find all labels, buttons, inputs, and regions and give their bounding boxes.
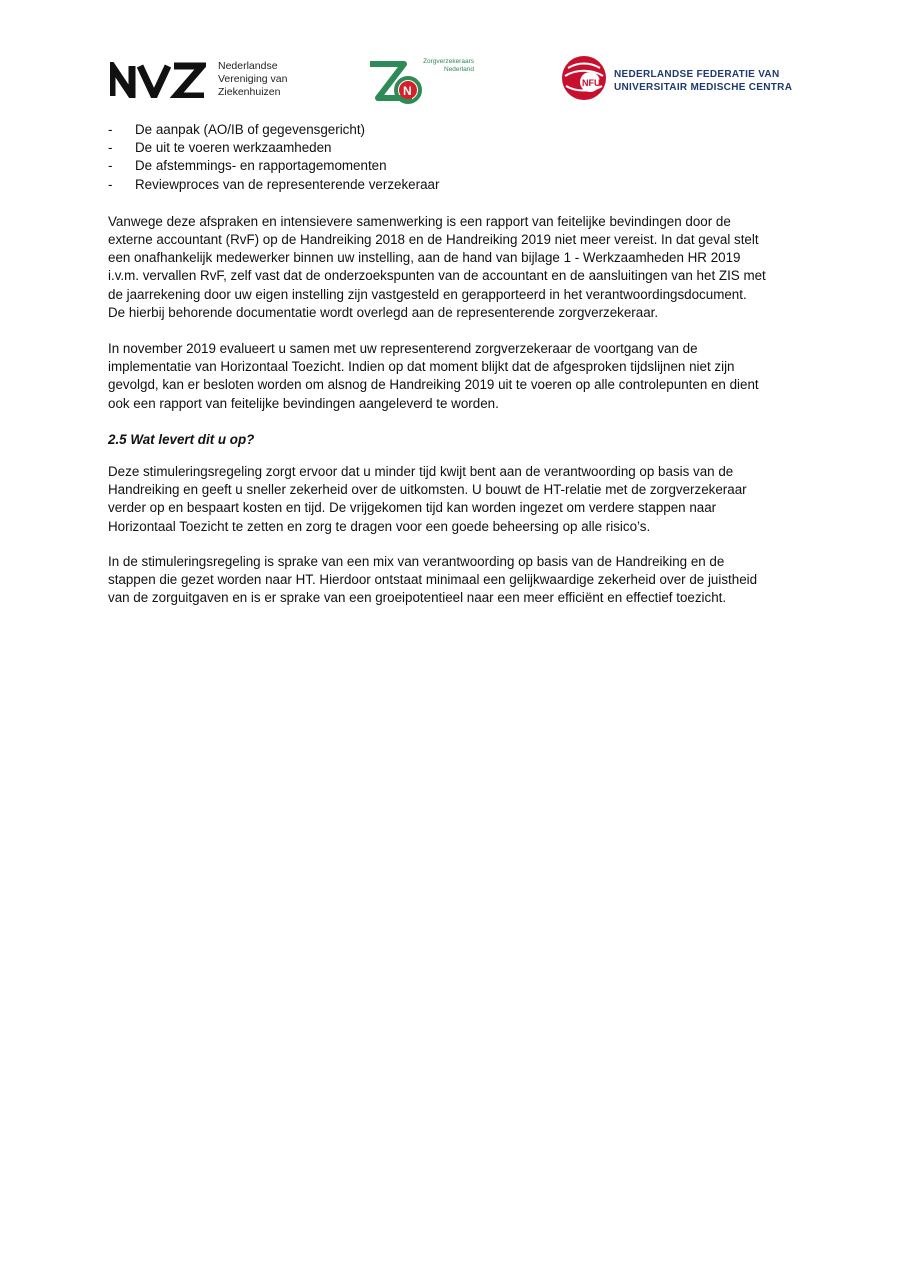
paragraph-mix: In de stimuleringsregeling is sprake van een mix van verantwoording op basis van de Handreiking en de stappen die gezet worden naar HT. Hierdoor ontstaat minimaal een gelijkwaardige zekerheid over de juistheid van de zorguitgaven en is er sprake van een groeipotentieel naar een meer efficiënt en effectief toezicht. — [108, 553, 758, 606]
document-body — [108, 121, 798, 607]
section-heading: 2.5 Wat levert dit u op? — [108, 431, 255, 447]
list-item: - De aanpak (AO/IB of gegevensgericht) — [108, 121, 798, 139]
bullet-dash: - — [108, 158, 113, 174]
bullet-list — [108, 121, 798, 194]
svg-text:N: N — [403, 84, 412, 98]
page-header — [0, 48, 900, 118]
nfu-logo-mark — [560, 54, 608, 102]
list-item: - De afstemmings- en rapportagemomenten — [108, 157, 798, 175]
paragraph-rvf: Vanwege deze afspraken en intensievere samenwerking is een rapport van feitelijke bevindingen door de externe accountant (RvF) op de Handreiking 2018 en de Handreiking 2019 niet meer vereist. In dat geval stelt een onafhankelijk medewerker binnen uw instelling, aan de hand van bijlage 1 - Werkzaamheden HR 2019 i.v.m. vervallen RvF, zelf vast dat de onderzoekspunten van de accountant en de aansluitingen van het ZIS met de jaarrekening door uw eigen instelling zijn vastgesteld en gerapporteerd in het verantwoordingsdocument. De hierbij behorende documentatie wordt overlegd aan de representerende zorgverzekeraar. — [108, 213, 766, 320]
nvz-name: Nederlandse Vereniging van Ziekenhuizen — [218, 60, 288, 98]
zn-logo — [364, 58, 484, 108]
bullet-dash: - — [108, 176, 113, 192]
zn-name: Zorgverzekeraars Nederland — [423, 58, 474, 73]
bullet-dash: - — [108, 122, 113, 137]
list-item: - Reviewproces van de representerende verzekeraar — [108, 176, 798, 194]
nfu-name: NEDERLANDSE FEDERATIE VAN UNIVERSITAIR MEDISCHE CENTRA — [614, 69, 793, 93]
paragraph-benefits: Deze stimuleringsregeling zorgt ervoor dat u minder tijd kwijt bent aan de verantwoording op basis van de Handreiking en geeft u sneller zekerheid over de uitkomsten. U bouwt de HT-relatie met de zorgverzekeraar verder op en bespaart kosten en tijd. De vrijgekomen tijd kan worden ingezet om verdere stappen naar Horizontaal Toezicht te zetten en zorg te dragen voor een goede beheersing op alle risico’s. — [108, 463, 747, 534]
paragraph-evaluation: In november 2019 evalueert u samen met uw representerend zorgverzekeraar de voortgang van de implementatie van Horizontaal Toezicht. Indien op dat moment blijkt dat de afgesproken tijdslijnen niet zijn gevolgd, kan er besloten worden om alsnog de Handreiking 2019 uit te voeren op alle controlepunten en dient ook een rapport van feitelijke bevindingen aangeleverd te worden. — [108, 340, 759, 411]
svg-text:NFU: NFU — [582, 78, 601, 88]
nvz-logo — [110, 60, 300, 100]
nfu-logo — [560, 54, 800, 104]
nvz-logo-mark — [110, 62, 206, 98]
bullet-dash: - — [108, 140, 113, 156]
list-item: - De uit te voeren werkzaamheden — [108, 139, 798, 157]
